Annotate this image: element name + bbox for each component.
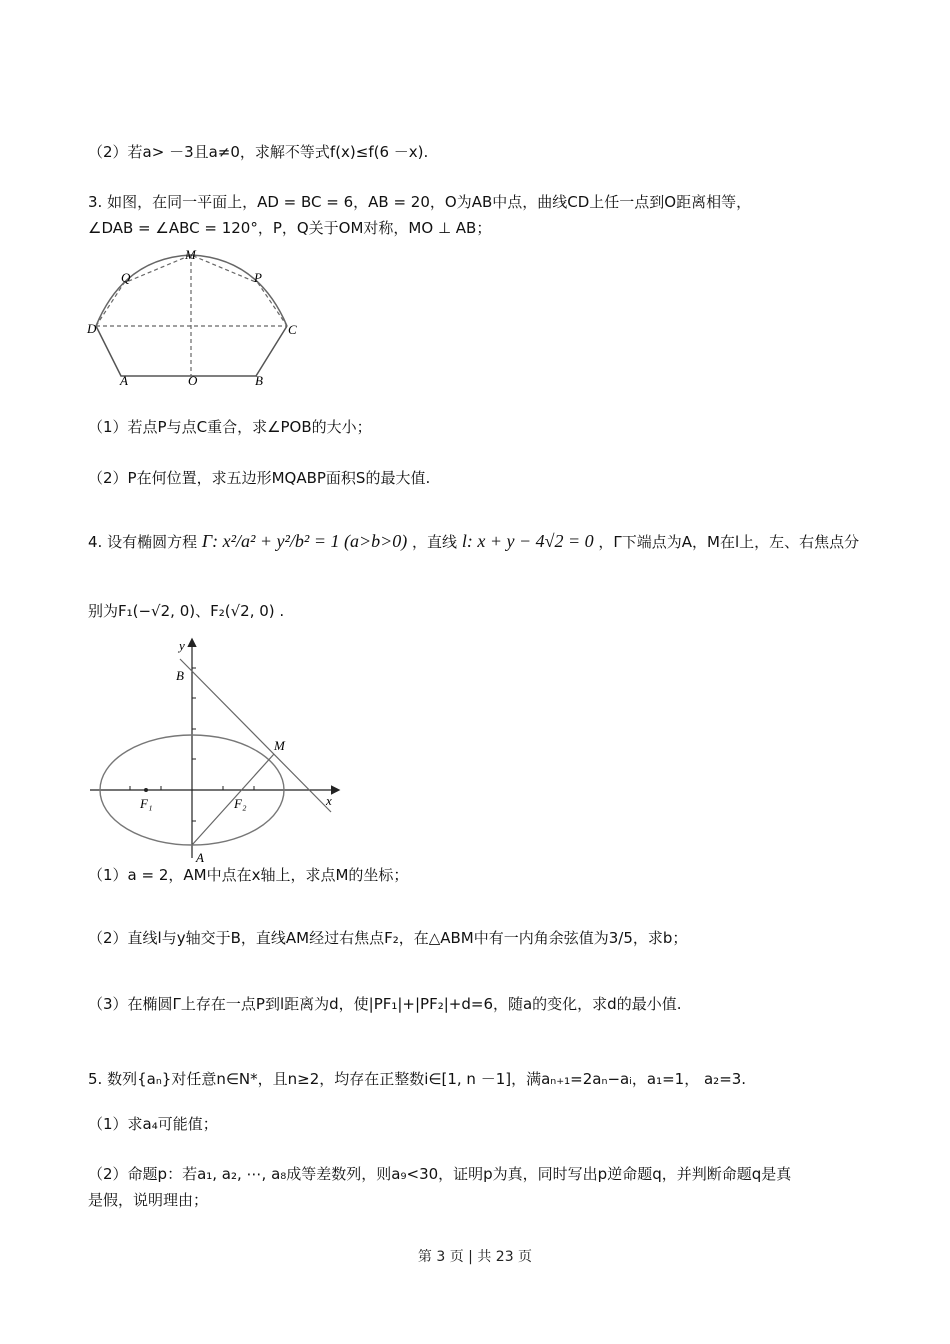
q3-stem-line2: ∠DAB = ∠ABC = 120°，P，Q关于OM对称，MO ⊥ AB； <box>88 219 492 237</box>
svg-text:F₂: F₂ <box>234 796 247 811</box>
svg-text:A: A <box>196 850 204 864</box>
q3-stem-line1: 3. 如图，在同一平面上，AD = BC = 6，AB = 20，O为AB中点，曲线CD上任一点到O距离相等， <box>88 193 752 211</box>
q4-figure-ellipse <box>86 636 346 864</box>
q3-part1: （1）若点P与点C重合，求∠POB的大小； <box>88 418 372 436</box>
q4-part2: （2）直线l与y轴交于B，直线AM经过右焦点F₂，在△ABM中有一内角余弦值为3/5，求b； <box>88 929 688 947</box>
svg-text:O: O <box>188 373 198 388</box>
svg-text:B: B <box>176 668 184 683</box>
q3-part2: （2）P在何位置，求五边形MQABP面积S的最大值. <box>88 469 431 487</box>
q5-part2-line1: （2）命题p：若a₁, a₂, ⋯, a₈成等差数列，则a₉<30，证明p为真，同时写出p逆命题q，并判断命题q是真 <box>88 1165 792 1183</box>
q5-part1: （1）求a₄可能值； <box>88 1115 218 1133</box>
svg-text:y: y <box>179 638 185 653</box>
svg-text:F₁: F₁ <box>140 796 153 811</box>
q4-stem-line2: 别为F₁(−√2, 0)、F₂(√2, 0) . <box>88 602 285 620</box>
q5-stem: 5. 数列{aₙ}对任意n∈N*，且n≥2，均存在正整数i∈[1, n －1]，满aₙ₊₁=2aₙ−aᵢ，a₁=1， a₂=3. <box>88 1070 747 1088</box>
line-equation: l: x + y − 4√2 = 0 <box>461 531 594 551</box>
svg-text:M: M <box>274 738 285 753</box>
q3-figure-pentagon-arc <box>84 248 314 390</box>
svg-text:M: M <box>185 248 196 262</box>
q4-suffix: ，Γ下端点为A，M在l上，左、右焦点分 <box>598 533 860 551</box>
q4-part1: （1）a = 2，AM中点在x轴上，求点M的坐标； <box>88 866 409 884</box>
q4-stem-line1 <box>88 530 859 553</box>
svg-text:x: x <box>326 793 332 808</box>
svg-text:B: B <box>255 373 263 388</box>
svg-text:C: C <box>288 322 297 337</box>
svg-text:D: D <box>87 321 97 336</box>
page-footer: 第 3 页 | 共 23 页 <box>417 1249 533 1265</box>
svg-text:P: P <box>254 270 262 285</box>
q4-prefix: 4. 设有椭圆方程 <box>88 533 198 551</box>
q4-part3: （3）在椭圆Γ上存在一点P到l距离为d，使|PF₁|+|PF₂|+d=6，随a的变化，求d的最小值. <box>88 995 682 1013</box>
ellipse-equation: Γ: x²/a² + y²/b² = 1 (a>b>0) <box>201 531 408 551</box>
q4-mid: ，直线 <box>412 533 458 551</box>
svg-text:Q: Q <box>121 270 131 285</box>
q5-part2-line2: 是假，说明理由； <box>88 1191 209 1209</box>
q2-part2: （2）若a> －3且a≠0，求解不等式f(x)≤f(6 －x). <box>88 143 429 161</box>
svg-text:A: A <box>120 373 128 388</box>
